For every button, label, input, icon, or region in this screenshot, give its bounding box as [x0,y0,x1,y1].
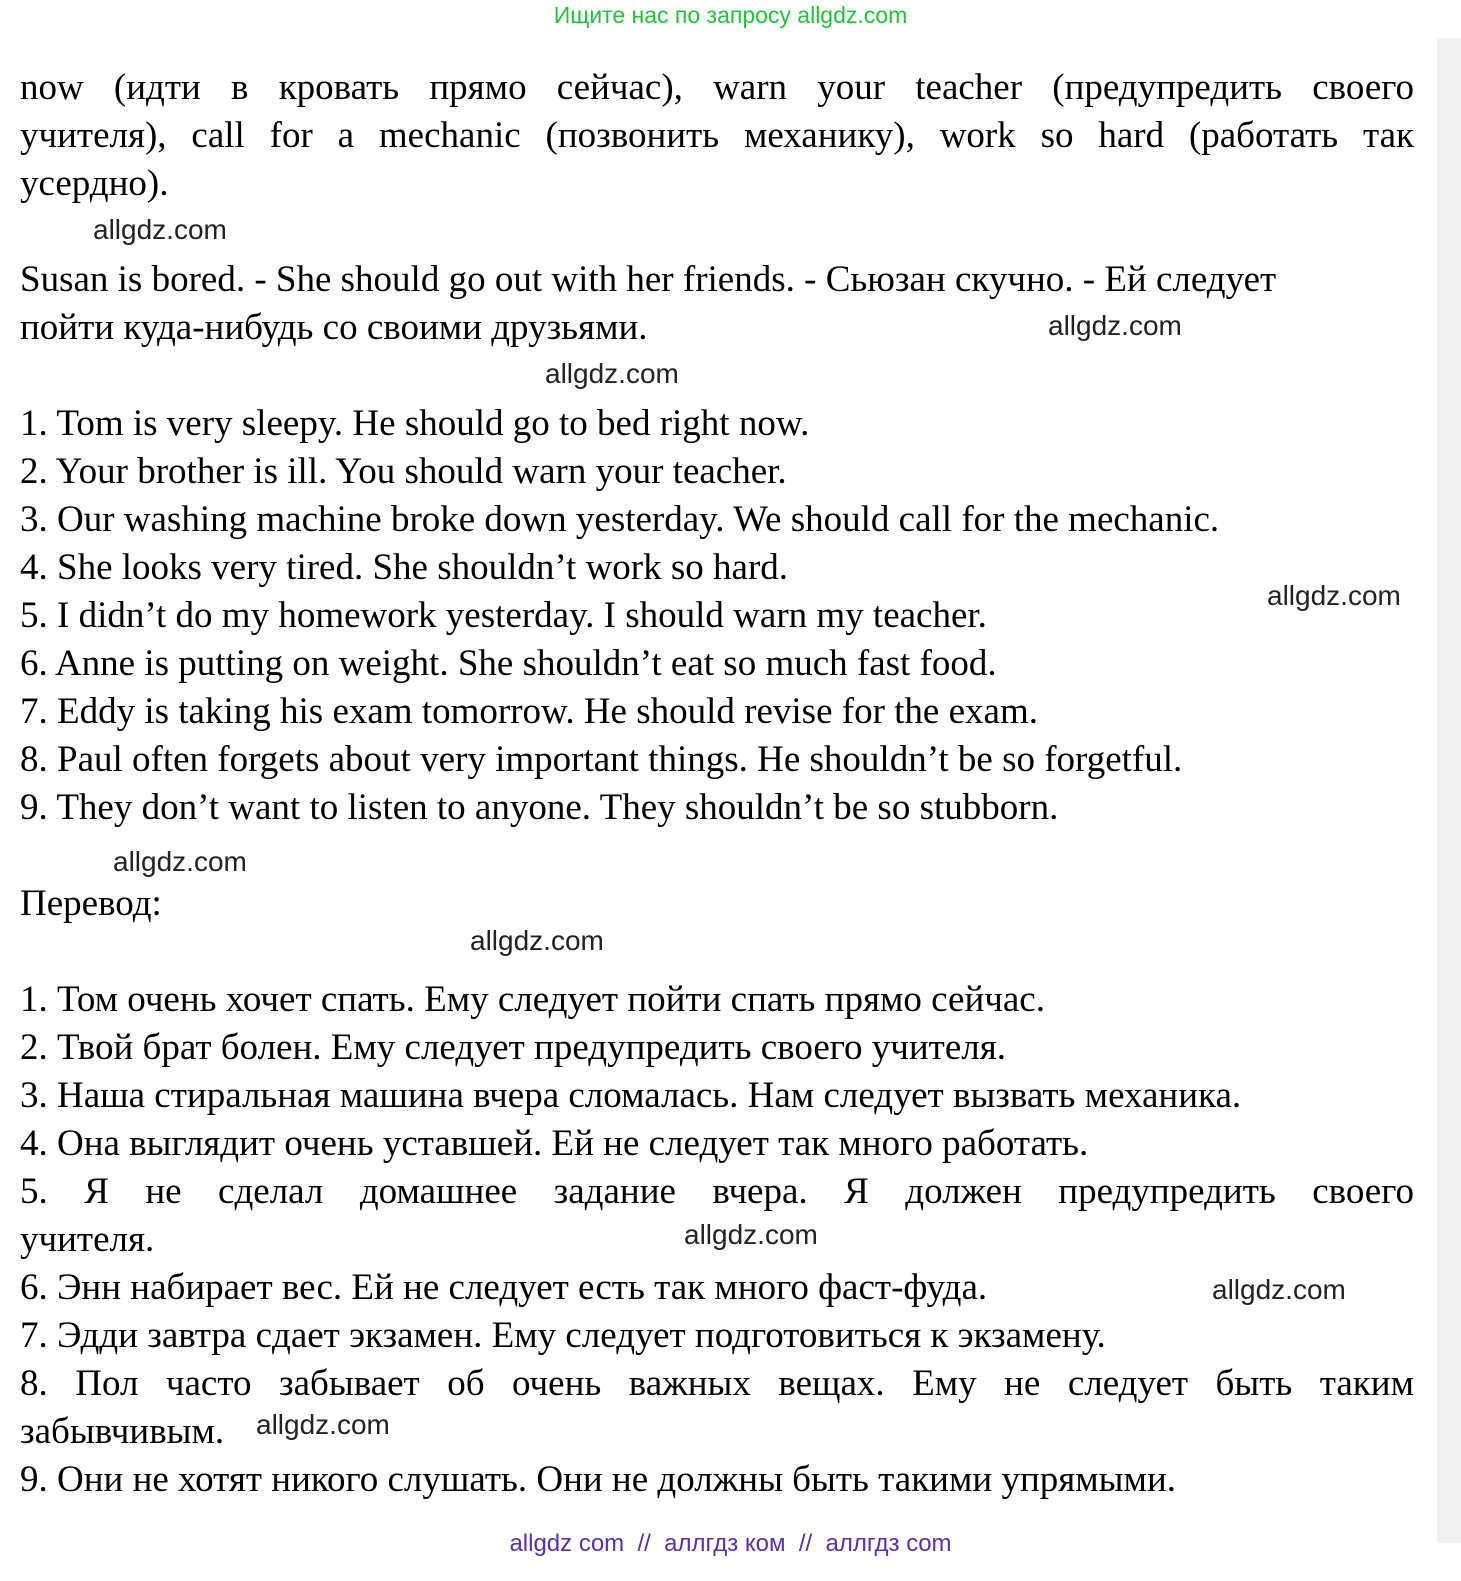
watermark: allgdz.com [113,846,247,877]
answers-list [20,400,1414,832]
answer-item: 3. Our washing machine broke down yesterday. We should call for the mechanic. [20,499,1220,540]
translation-item: забывчивым. [20,1411,225,1452]
translation-item: 3. Наша стиральная машина вчера сломалась. Нам следует вызвать механика. [20,1075,1242,1116]
watermark: allgdz.com [93,214,227,245]
intro-line: усердно). [20,163,169,204]
translation-item: 4. Она выглядит очень уставшей. Ей не следует так много работать. [20,1123,1089,1164]
watermark: allgdz.com [1267,580,1401,611]
watermark: allgdz.com [684,1219,818,1250]
translation-item: 7. Эдди завтра сдает экзамен. Ему следует подготовиться к экзамену. [20,1315,1106,1356]
watermark: allgdz.com [470,925,604,956]
translation-item: 6. Энн набирает вес. Ей не следует есть так много фаст-фуда. [20,1267,988,1308]
translation-item: 2. Твой брат болен. Ему следует предупредить своего учителя. [20,1027,1006,1068]
intro-line: now (идти в кровать прямо сейчас), warn your teacher (предупредить своего [20,67,1414,108]
answer-item: 4. She looks very tired. She shouldn’t work so hard. [20,547,789,588]
intro-line: учителя), call for a mechanic (позвонить механику), work so hard (работать так [20,115,1414,156]
watermark: allgdz.com [1048,310,1182,341]
scrollbar[interactable] [1437,38,1461,1543]
translation-item: 8. Пол часто забывает об очень важных вещах. Ему не следует быть таким [20,1363,1414,1404]
answer-item: 6. Anne is putting on weight. She shouldn’t eat so much fast food. [20,643,997,684]
translation-item: учителя. [20,1219,155,1260]
watermark: allgdz.com [256,1409,390,1440]
answer-item: 8. Paul often forgets about very important things. He shouldn’t be so forgetful. [20,739,1183,780]
translation-item: 5. Я не сделал домашнее задание вчера. Я должен предупредить своего [20,1171,1414,1212]
answer-item: 2. Your brother is ill. You should warn your teacher. [20,451,787,492]
answer-item: 9. They don’t want to listen to anyone. They shouldn’t be so stubborn. [20,787,1059,828]
answer-item: 1. Tom is very sleepy. He should go to bed right now. [20,403,810,444]
footer-links: allgdz com // аллгдз ком // аллгдз com [509,1530,952,1557]
document-body [20,64,1414,1504]
translation-item: 1. Том очень хочет спать. Ему следует пойти спать прямо сейчас. [20,979,1045,1020]
watermark: allgdz.com [1212,1274,1346,1305]
answer-item: 5. I didn’t do my homework yesterday. I should warn my teacher. [20,595,987,636]
example-line: пойти куда-нибудь со своими друзьями. [20,307,648,348]
example-line: Susan is bored. - She should go out with her friends. - Сьюзан скучно. - Ей следует [20,259,1277,300]
watermark: allgdz.com [545,358,679,389]
translation-heading: Перевод: [20,883,162,924]
answer-item: 7. Eddy is taking his exam tomorrow. He should revise for the exam. [20,691,1038,732]
top-banner: Ищите нас по запросу allgdz.com [553,2,908,28]
translation-item: 9. Они не хотят никого слушать. Они не должны быть такими упрямыми. [20,1459,1176,1500]
